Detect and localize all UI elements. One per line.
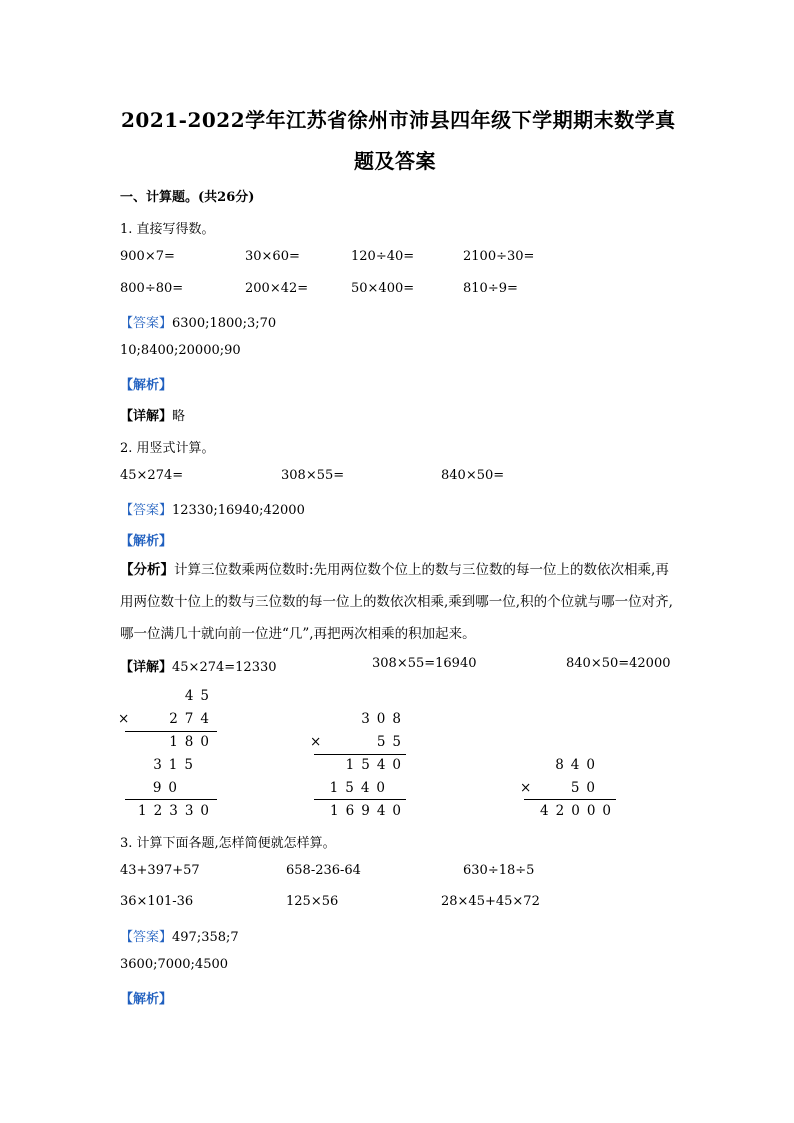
q3-item: 658-236-64 — [286, 863, 361, 878]
answer-text: 12330;16940;42000 — [172, 503, 305, 518]
q1-item: 800÷80= — [120, 281, 184, 296]
analysis-text: 计算三位数乘两位数时:先用两位数个位上的数与三位数的每一位上的数依次相乘,再用两位数十位上的数与三位数的每一位上的数依次相乘,乘到哪一位,积的个位就与哪一位对齐,哪一位满几十就向前一位进“几”,再把两次相乘的积加起来。 — [120, 562, 673, 642]
calc-rule — [125, 731, 217, 732]
calc-partial: 180 — [169, 734, 216, 750]
q2-analysis-paragraph — [120, 554, 680, 650]
detail-tag: 【详解】 — [120, 660, 173, 675]
times-sign: × — [520, 780, 539, 796]
document-title-line1: 2021-2022学年江苏省徐州市沛县四年级下学期期末数学真 — [121, 108, 676, 132]
q2-problem: 840×50= — [441, 468, 505, 483]
q1-detail — [120, 405, 185, 424]
q1-item: 30×60= — [245, 249, 300, 264]
answer-tag: 【答案】 — [120, 930, 173, 945]
calc-multiplier: 50 — [570, 780, 602, 796]
q3-item: 36×101-36 — [120, 894, 194, 909]
calc-multiplicand: 840 — [555, 757, 602, 773]
q2-problem: 308×55= — [281, 468, 345, 483]
q1-answer-line2: 10;8400;20000;90 — [120, 343, 241, 358]
calc-multiplier-row — [310, 731, 408, 754]
calc-multiplier-row — [118, 708, 216, 731]
document-title-line2: 题及答案 — [354, 149, 436, 173]
calc-multiplier: 55 — [376, 734, 408, 750]
q1-item: 900×7= — [120, 249, 175, 264]
calc-rule — [314, 799, 406, 800]
calc-result: 12330 — [138, 803, 216, 819]
calc-multiplier: 274 — [169, 711, 216, 727]
times-sign: × — [310, 734, 329, 750]
calc-result: 16940 — [330, 803, 408, 819]
q3-stem: 3. 计算下面各题,怎样简便就怎样算。 — [120, 836, 336, 851]
calc-result: 42000 — [540, 803, 618, 819]
analysis-head: 【分析】 — [120, 562, 174, 578]
q3-item: 125×56 — [286, 894, 339, 909]
q2-stem: 2. 用竖式计算。 — [120, 441, 215, 456]
q2-problem: 45×274= — [120, 468, 184, 483]
calc-rule — [125, 799, 217, 800]
q1-item: 50×400= — [351, 281, 415, 296]
q2-analysis-tag: 【解析】 — [120, 534, 173, 549]
q3-item: 630÷18÷5 — [463, 863, 535, 878]
q3-item: 43+397+57 — [120, 863, 200, 878]
q3-answer — [120, 926, 239, 945]
vertical-calc-3 — [520, 754, 618, 823]
q1-stem: 1. 直接写得数。 — [120, 222, 215, 237]
vertical-calc-1 — [118, 685, 216, 823]
detail-tag: 【详解】 — [120, 409, 173, 424]
detail-equation: 840×50=42000 — [566, 656, 671, 671]
q1-analysis-tag: 【解析】 — [120, 378, 173, 393]
calc-rule — [524, 799, 616, 800]
vertical-calc-2 — [310, 708, 408, 823]
answer-tag: 【答案】 — [120, 503, 173, 518]
q1-item: 810÷9= — [463, 281, 518, 296]
q1-item: 2100÷30= — [463, 249, 535, 264]
calc-multiplier-row — [520, 777, 618, 800]
detail-equation: 45×274=12330 — [172, 660, 277, 675]
q2-detail-row — [120, 656, 277, 675]
q3-item: 28×45+45×72 — [441, 894, 540, 909]
calc-rule — [314, 754, 406, 755]
calc-partial: 90 — [152, 780, 184, 796]
q3-answer-line2: 3600;7000;4500 — [120, 957, 229, 972]
q1-answer — [120, 312, 276, 331]
detail-text: 略 — [172, 409, 186, 424]
q3-analysis-tag: 【解析】 — [120, 992, 173, 1007]
times-sign: × — [118, 711, 137, 727]
calc-partial: 315 — [153, 757, 200, 773]
answer-tag: 【答案】 — [120, 316, 173, 331]
calc-multiplicand: 45 — [184, 688, 216, 704]
q1-item: 120÷40= — [351, 249, 415, 264]
answer-text: 6300;1800;3;70 — [172, 316, 277, 331]
detail-equation: 308×55=16940 — [372, 656, 477, 671]
calc-multiplicand: 308 — [361, 711, 408, 727]
section-heading: 一、计算题。(共26分) — [120, 190, 255, 205]
answer-text: 497;358;7 — [172, 930, 239, 945]
calc-partial: 1540 — [345, 757, 408, 773]
q2-answer — [120, 499, 305, 518]
calc-partial: 1540 — [329, 780, 392, 796]
q1-item: 200×42= — [245, 281, 309, 296]
